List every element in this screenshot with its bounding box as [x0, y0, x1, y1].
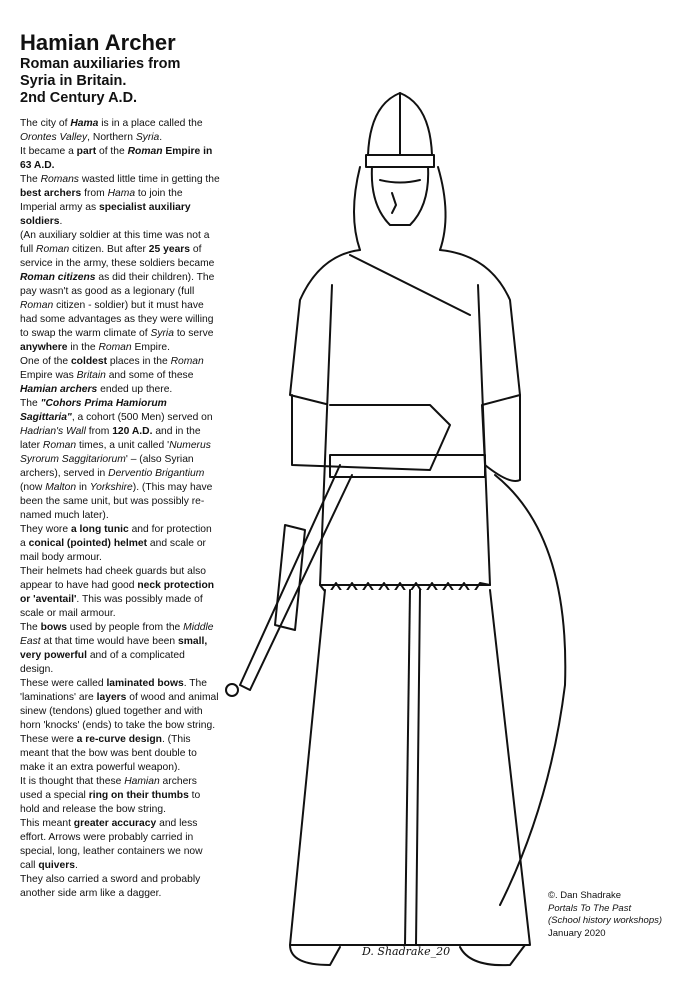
text-run: It is thought that these: [20, 776, 125, 787]
body-paragraph: [20, 565, 220, 621]
text-run: bows: [40, 622, 67, 633]
text-run: The: [20, 622, 41, 633]
text-run: The: [20, 174, 41, 185]
text-run: and scale or mail body armour.: [20, 538, 206, 563]
text-run: .: [59, 216, 63, 227]
text-run: ' – (also Syrian archers), served in: [20, 454, 194, 479]
text-run: greater accuracy: [73, 818, 157, 829]
credit-line: January 2020: [548, 927, 606, 939]
text-run: (now: [20, 482, 46, 493]
text-run: to join the Imperial army as: [20, 188, 183, 213]
emphasis-text: Roman citizens: [20, 272, 96, 283]
text-run: citizen. But after: [69, 244, 149, 255]
credit-line: Portals To The Past: [548, 902, 632, 914]
text-run: The: [20, 398, 41, 409]
text-run: layers: [96, 692, 127, 703]
text-run: coldest: [70, 356, 108, 367]
text-run: quivers: [38, 860, 75, 871]
foot-illustration: [460, 945, 525, 965]
text-run: times, a unit called ': [76, 440, 170, 451]
body-paragraph: [20, 173, 220, 229]
body-paragraph: [20, 523, 220, 565]
text-run: . This was possibly made of scale or mail armour.: [20, 594, 203, 619]
text-run: from: [85, 426, 113, 437]
text-run: as did their children). The pay wasn't as good as a legionary (full: [20, 272, 215, 297]
text-run: is in a place called the: [98, 118, 203, 129]
body-paragraph: [20, 775, 220, 817]
text-run: and for protection a: [20, 524, 212, 549]
text-run: 25 years: [148, 244, 191, 255]
text-run: and in the later: [20, 426, 201, 451]
body-paragraph: [20, 229, 220, 355]
text-run: conical (pointed) helmet: [28, 538, 148, 549]
text-run: in the: [67, 342, 99, 353]
archer-illustration: [220, 85, 600, 975]
text-run: to serve: [173, 328, 214, 339]
right-arm-illustration: [482, 395, 520, 481]
text-run: Middle East: [20, 622, 214, 647]
credit-line: ©. Dan Shadrake: [548, 890, 622, 901]
text-run: 120 A.D.: [112, 426, 153, 437]
text-run: , Northern: [87, 132, 136, 143]
page-title: Hamian Archer: [20, 30, 176, 55]
helmet-illustration: [354, 93, 446, 250]
emphasis-text: "Cohors Prima Hamiorum Sagittaria": [20, 398, 167, 423]
artist-signature: D. Shadrake_20: [362, 945, 451, 958]
emphasis-text: Hama: [70, 118, 99, 129]
text-run: (An auxiliary soldier at this time was not a full: [20, 230, 210, 255]
text-run: to hold and release the bow string.: [20, 790, 201, 815]
subtitle-line: 2nd Century A.D.: [20, 90, 138, 106]
body-paragraph: [20, 677, 220, 733]
text-run: Empire.: [131, 342, 170, 353]
text-run: Roman: [42, 440, 77, 451]
text-run: Britain: [76, 370, 106, 381]
text-run: They wore: [20, 524, 71, 535]
subtitle-line: Roman auxiliaries from: [20, 56, 181, 72]
text-run: ring on their thumbs: [88, 790, 189, 801]
text-run: Roman: [170, 356, 204, 367]
text-run: .: [159, 132, 163, 143]
body-text: [20, 117, 220, 901]
text-run: a re-curve design: [76, 734, 162, 745]
text-run: of wood and animal sinew (tendons) glued together and with horn 'knocks' (ends) to take the bow string.: [20, 692, 219, 731]
text-run: [70, 118, 98, 129]
body-paragraph: [20, 145, 220, 173]
text-run: Roman: [36, 244, 70, 255]
foot-illustration: [290, 945, 340, 965]
text-run: Empire was: [20, 370, 77, 381]
text-run: [128, 146, 163, 157]
text-run: archers used a special: [20, 776, 197, 801]
text-run: . (This meant that the bow was bent double to make it an extra powerful weapon).: [20, 734, 197, 773]
text-run: specialist auxiliary soldiers: [20, 202, 191, 227]
text-run: . The 'laminations' are: [20, 678, 207, 703]
text-run: and of a complicated design.: [20, 650, 185, 675]
credit-block: [548, 890, 698, 940]
text-run: [20, 272, 96, 283]
text-run: Orontes Valley: [20, 132, 88, 143]
text-run: Hama: [107, 188, 136, 199]
text-run: Romans: [40, 174, 79, 185]
body-paragraph: [20, 117, 220, 145]
emphasis-text: Roman: [127, 146, 163, 157]
text-run: from: [81, 188, 108, 199]
text-run: citizen - soldier) but it must have had some advantages as they were willing to swap the warm climate of: [20, 300, 214, 339]
text-run: Their helmets had cheek guards but also appear to have had good: [20, 566, 207, 591]
text-run: Empire in 63 A.D.: [20, 146, 213, 171]
text-run: of the: [96, 146, 128, 157]
text-run: Roman: [98, 342, 132, 353]
text-run: best archers: [20, 188, 82, 199]
text-run: small, very powerful: [20, 636, 208, 661]
text-run: in: [76, 482, 90, 493]
body-paragraph: [20, 397, 220, 523]
text-run: Roman: [20, 300, 54, 311]
text-run: and some of these: [105, 370, 194, 381]
text-run: at that time would have been: [40, 636, 178, 647]
body-paragraph: [20, 355, 220, 397]
text-run: These were: [20, 734, 77, 745]
text-run: Malton: [45, 482, 77, 493]
text-run: [20, 384, 97, 395]
text-run: These were called: [20, 678, 107, 689]
text-run: , a cohort (500 Men) served on: [71, 412, 213, 423]
body-paragraph: [20, 621, 220, 677]
credit-line: (School history workshops): [548, 915, 663, 926]
text-run: .: [74, 860, 78, 871]
text-run: a long tunic: [70, 524, 129, 535]
text-run: ended up there.: [97, 384, 173, 395]
text-run: Yorkshire: [89, 482, 133, 493]
text-run: used by people from the: [66, 622, 184, 633]
text-run: Derventio Brigantium: [108, 468, 205, 479]
text-run: Hamian: [124, 776, 160, 787]
emphasis-text: Hamian archers: [20, 384, 98, 395]
text-run: Hadrian's Wall: [20, 426, 86, 437]
text-run: Numerus Syrorum Saggitariorum: [20, 440, 211, 465]
text-run: part: [76, 146, 97, 157]
subtitle-line: Syria in Britain.: [20, 73, 127, 89]
text-run: They also carried a sword and probably another side arm like a dagger.: [20, 874, 201, 899]
text-run: of service in the army, these soldiers became: [20, 244, 215, 269]
text-run: One of the: [20, 356, 71, 367]
text-run: wasted little time in getting the: [78, 174, 220, 185]
text-run: places in the: [107, 356, 171, 367]
text-run: This meant: [20, 818, 74, 829]
text-run: Syria: [150, 328, 174, 339]
body-paragraph: [20, 817, 220, 873]
tunic-illustration: [290, 590, 530, 945]
text-run: and less effort. Arrows were probably carried in special, long, leather containers we now call: [20, 818, 203, 871]
text-run: The city of: [20, 118, 71, 129]
mail-armour-illustration: [290, 250, 520, 595]
body-paragraph: [20, 733, 220, 775]
text-run: neck protection or 'aventail': [20, 580, 215, 605]
text-run: anywhere: [20, 342, 68, 353]
body-paragraph: [20, 873, 220, 901]
text-run: Syria: [135, 132, 160, 143]
text-run: ). (This may have been the same unit, but was possibly re-named much later).: [20, 482, 213, 521]
text-run: laminated bows: [106, 678, 184, 689]
text-run: It became a: [20, 146, 77, 157]
